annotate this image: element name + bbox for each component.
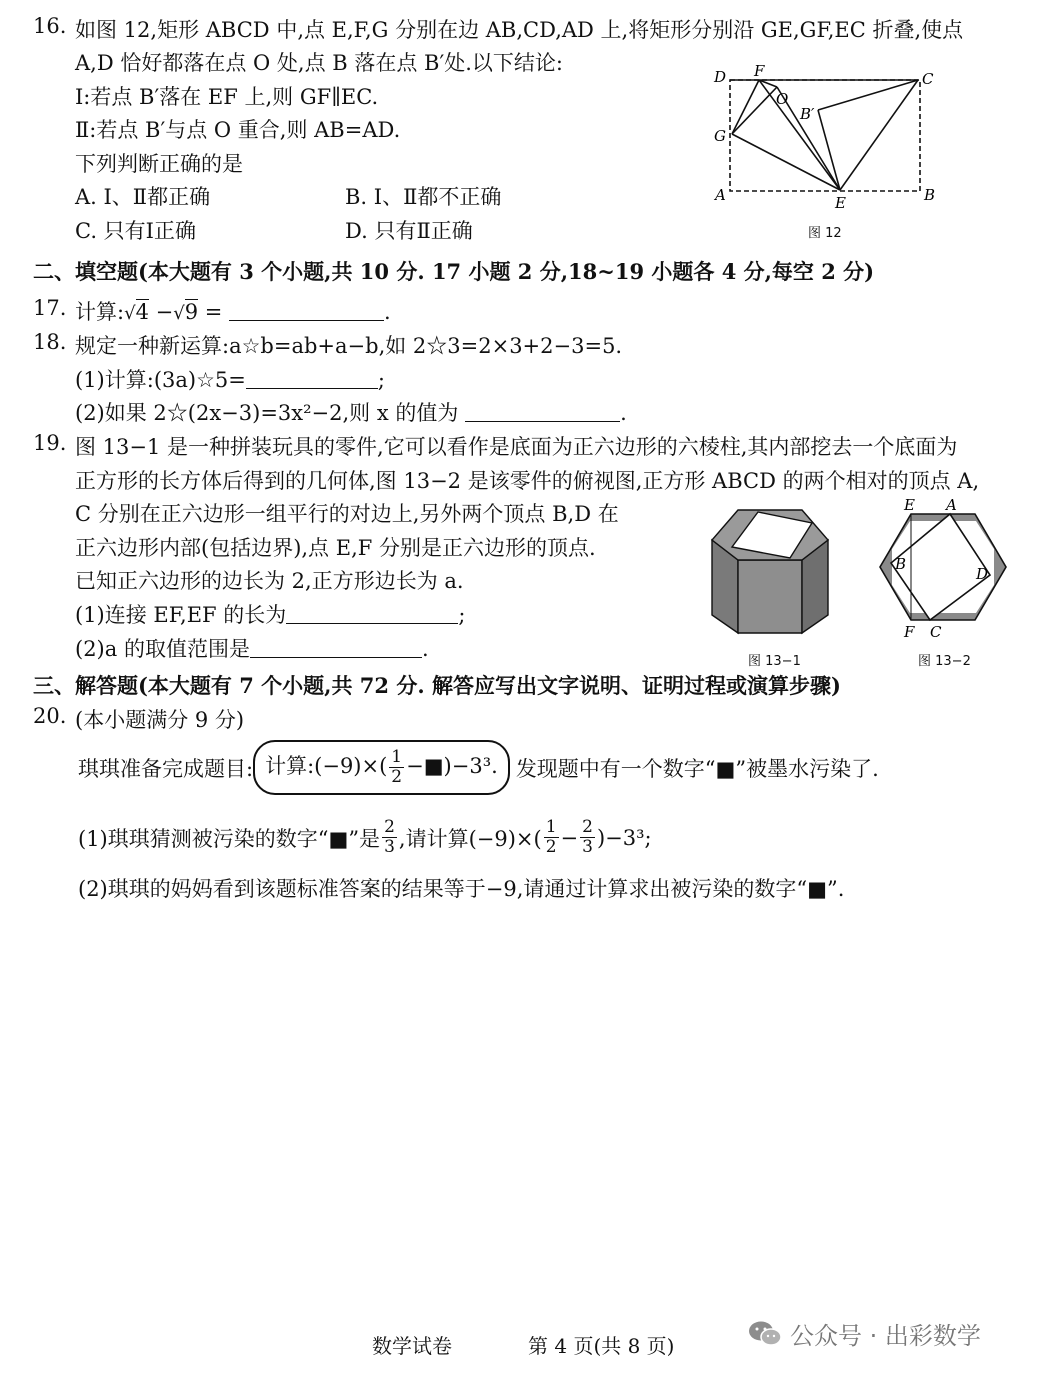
watermark — [748, 1316, 981, 1351]
fig12-label-d: D — [714, 68, 727, 86]
fig13-label-f: F — [904, 623, 915, 641]
fig12-label-o: O — [776, 90, 789, 108]
section-2-heading: 二、填空题(本大题有 3 个小题,共 10 分. 17 小题 2 分,18~19 小题各 4 分,每空 2 分) — [33, 259, 875, 284]
fig12-label-e: E — [835, 194, 846, 212]
q17-answer-blank[interactable] — [229, 300, 384, 321]
q19-line-3: C 分别在正六边形一组平行的对边上,另外两个顶点 B,D 在 — [75, 502, 619, 526]
q19-part-1: (1)连接 EF,EF 的长为 ; — [75, 603, 466, 627]
q20-problem-box: 计算:(−9)×( $\frac{1}{2}$ −■)−3³. — [253, 740, 510, 795]
q17-radicand-2: 9 — [184, 300, 199, 324]
q18-number: 18. — [33, 330, 67, 354]
footer-page-number: 第 4 页(共 8 页) — [528, 1334, 675, 1358]
q17-equals: = — [198, 300, 230, 324]
q16-statement-1: Ⅰ:若点 B′落在 EF 上,则 GF∥EC. — [75, 85, 379, 109]
footer-subject: 数学试卷 — [372, 1334, 452, 1358]
q20-intro-pre: 琪琪准备完成题目: — [78, 756, 254, 781]
fig13-label-b: B — [895, 555, 907, 573]
q18-part-2: (2)如果 2☆(2x−3)=3x²−2,则 x 的值为 . — [75, 401, 627, 425]
fig13-label-e: E — [904, 496, 915, 514]
q20-intro-post: 发现题中有一个数字“■”被墨水污染了. — [515, 756, 879, 781]
q18-stem: 规定一种新运算:a☆b=ab+a−b,如 2☆3=2×3+2−3=5. — [75, 334, 623, 358]
figure-12-caption: 图 12 — [808, 226, 842, 241]
q19-line-5: 已知正六边形的边长为 2,正方形边长为 a. — [75, 569, 464, 593]
q20-intro — [78, 740, 879, 795]
q18-answer-blank-2[interactable] — [465, 401, 620, 422]
figure-13-2-caption: 图 13−2 — [918, 654, 971, 669]
fig13-label-d: D — [976, 565, 989, 583]
q19-number: 19. — [33, 431, 67, 455]
fig12-label-a: A — [715, 186, 726, 204]
prism-front-face — [738, 560, 802, 633]
q16-option-b: B. Ⅰ、Ⅱ都不正确 — [345, 185, 502, 209]
q19-line-4: 正六边形内部(包括边界),点 E,F 分别是正六边形的顶点. — [75, 536, 596, 560]
figure-12 — [700, 60, 950, 245]
q17-number: 17. — [33, 296, 67, 320]
q19-answer-blank-2[interactable] — [250, 637, 422, 658]
q20-score: (本小题满分 9 分) — [75, 708, 245, 732]
figure-13-1-caption: 图 13−1 — [748, 654, 801, 669]
q19-line-1: 图 13−1 是一种拼装玩具的零件,它可以看作是底面为正六边形的六棱柱,其内部挖去一个底面为 — [75, 435, 958, 459]
q16-option-d: D. 只有Ⅱ正确 — [345, 219, 473, 243]
fig12-label-c: C — [922, 70, 934, 88]
q16-stem-line2: A,D 恰好都落在点 O 处,点 B 落在点 B′处.以下结论: — [75, 51, 564, 75]
figure-13-1 — [700, 500, 835, 645]
q17-expression: 计算:√4 −√9 = . — [75, 300, 391, 324]
q19-answer-blank-1[interactable] — [286, 603, 458, 624]
q16-statement-2: Ⅱ:若点 B′与点 O 重合,则 AB=AD. — [75, 118, 401, 142]
q16-number: 16. — [33, 14, 67, 38]
figure-13-2 — [868, 493, 1018, 643]
q16-prompt: 下列判断正确的是 — [75, 152, 243, 176]
fig12-label-b-prime: B′ — [800, 105, 815, 123]
q16-option-a: A. Ⅰ、Ⅱ都正确 — [75, 185, 211, 209]
fig12-label-b: B — [924, 186, 936, 204]
q18-answer-blank-1[interactable] — [246, 368, 378, 389]
q17-radicand-1: 4 — [135, 300, 149, 324]
q20-part-2: (2)琪琪的妈妈看到该题标准答案的结果等于−9,请通过计算求出被污染的数字“■”. — [78, 877, 845, 901]
fig13-label-a: A — [946, 496, 957, 514]
section-3-heading: 三、解答题(本大题有 7 个小题,共 72 分. 解答应写出文字说明、证明过程或演算步骤) — [33, 673, 841, 698]
q19-line-2: 正方形的长方体后得到的几何体,图 13−2 是该零件的俯视图,正方形 ABCD 的两个相对的顶点 A, — [75, 469, 980, 493]
fig12-label-g: G — [714, 127, 726, 145]
watermark-text: 公众号 · 出彩数学 — [790, 1322, 981, 1350]
fig13-label-c: C — [930, 623, 942, 641]
q16-option-c: C. 只有Ⅰ正确 — [75, 219, 196, 243]
q20-number: 20. — [33, 704, 67, 728]
q20-part-1: (1)琪琪猜测被污染的数字“■”是 $\frac{2}{3}$ ,请计算(−9)×( $\frac{1}{2}$ − $\frac{2}{3}$ )−3³; — [78, 817, 652, 857]
q17-prefix: 计算: — [75, 300, 125, 324]
q17-minus: − — [148, 300, 174, 324]
q18-part-1: (1)计算:(3a)☆5= ; — [75, 368, 385, 392]
fig12-label-f: F — [754, 62, 765, 80]
q19-part-2: (2)a 的取值范围是 . — [75, 637, 429, 661]
wechat-icon — [748, 1320, 782, 1348]
q16-stem-line1: 如图 12,矩形 ABCD 中,点 E,F,G 分别在边 AB,CD,AD 上,将矩形分别沿 GE,GF,EC 折叠,使点 — [75, 18, 964, 42]
